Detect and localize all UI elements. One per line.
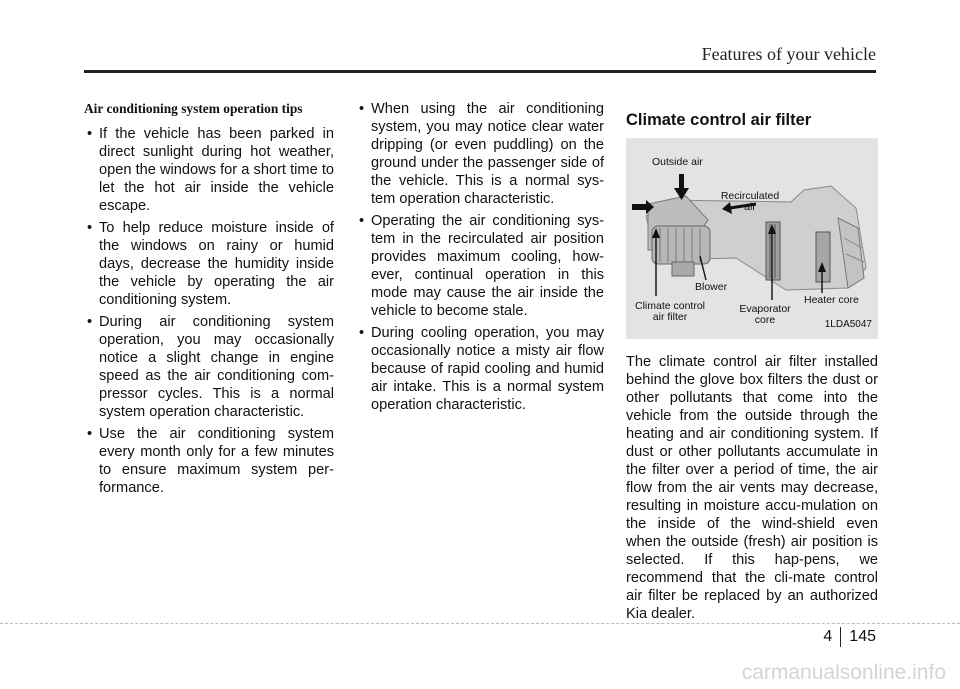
- figure-code: 1LDA5047: [824, 319, 872, 330]
- recirculated-air-label: Recirculated air: [720, 190, 780, 213]
- page-header-title: Features of your vehicle: [701, 44, 876, 64]
- list-item: • During cooling operation, you may occasionally notice a misty air flow because of rapid cooling and humid air intake. This is a normal system operation characteristic.: [356, 324, 604, 414]
- list-item: • Use the air conditioning system every month only for a few minutes to ensure maximum system per-formance.: [84, 425, 334, 497]
- list-item: • Operating the air conditioning sys-tem in the recirculated air position provides maximum cooling, how-ever, continual operation in this mode may cause the air inside the vehicle to become stale.: [356, 212, 604, 320]
- page-number-value: 145: [849, 628, 876, 645]
- page-separator: [840, 627, 841, 647]
- outside-air-label: Outside air: [652, 156, 703, 168]
- tips-subtitle: Air conditioning system operation tips: [84, 101, 303, 116]
- page-number: [823, 627, 876, 647]
- left-column: [84, 100, 334, 501]
- air-filter-diagram: [626, 138, 878, 339]
- right-column: [626, 100, 878, 623]
- footer-rule: [0, 623, 960, 625]
- chapter-number: 4: [823, 628, 833, 645]
- watermark: carmanualsonline.info: [741, 661, 946, 684]
- tips-list-continued: [356, 100, 604, 414]
- header-rule: [84, 70, 876, 73]
- tips-list: [84, 125, 334, 497]
- evaporator-label: Evaporator core: [739, 303, 791, 326]
- blower-label: Blower: [695, 281, 728, 293]
- air-filter-description: The climate control air filter installed behind the glove box filters the dust or other pollutants that come into the vehicle from the outside through the heating and air conditioning system. If dust or other pollutants accumulate in the filter over a period of time, the air flow from the air vents may decrease, resulting in moisture accu-mulation on the inside of the wind-shield even when the outside (fresh) air position is selected. If this hap-pens, we recommend that the cli-mate control air filter be replaced by an authorized Kia dealer.: [626, 354, 878, 622]
- list-item: • If the vehicle has been parked in direct sunlight during hot weather, open the windows for a short time to let the hot air inside the vehicle escape.: [84, 125, 334, 215]
- list-item: • To help reduce moisture inside of the windows on rainy or humid days, decrease the humidity inside the vehicle by operating the air conditioning system.: [84, 219, 334, 309]
- heater-core-label: Heater core: [804, 294, 859, 306]
- section-title: Climate control air filter: [626, 111, 812, 129]
- list-item: • During air conditioning system operation, you may occasionally notice a slight change in engine speed as the air conditioning com-pressor cycles. This is a normal system operation characteristic.: [84, 313, 334, 421]
- middle-column: [356, 100, 604, 418]
- list-item: • When using the air conditioning system, you may notice clear water dripping (or even puddling) on the ground under the passenger side of the vehicle. This is a normal sys-tem operation characteristic.: [356, 100, 604, 208]
- climate-filter-label: Climate control air filter: [634, 300, 706, 323]
